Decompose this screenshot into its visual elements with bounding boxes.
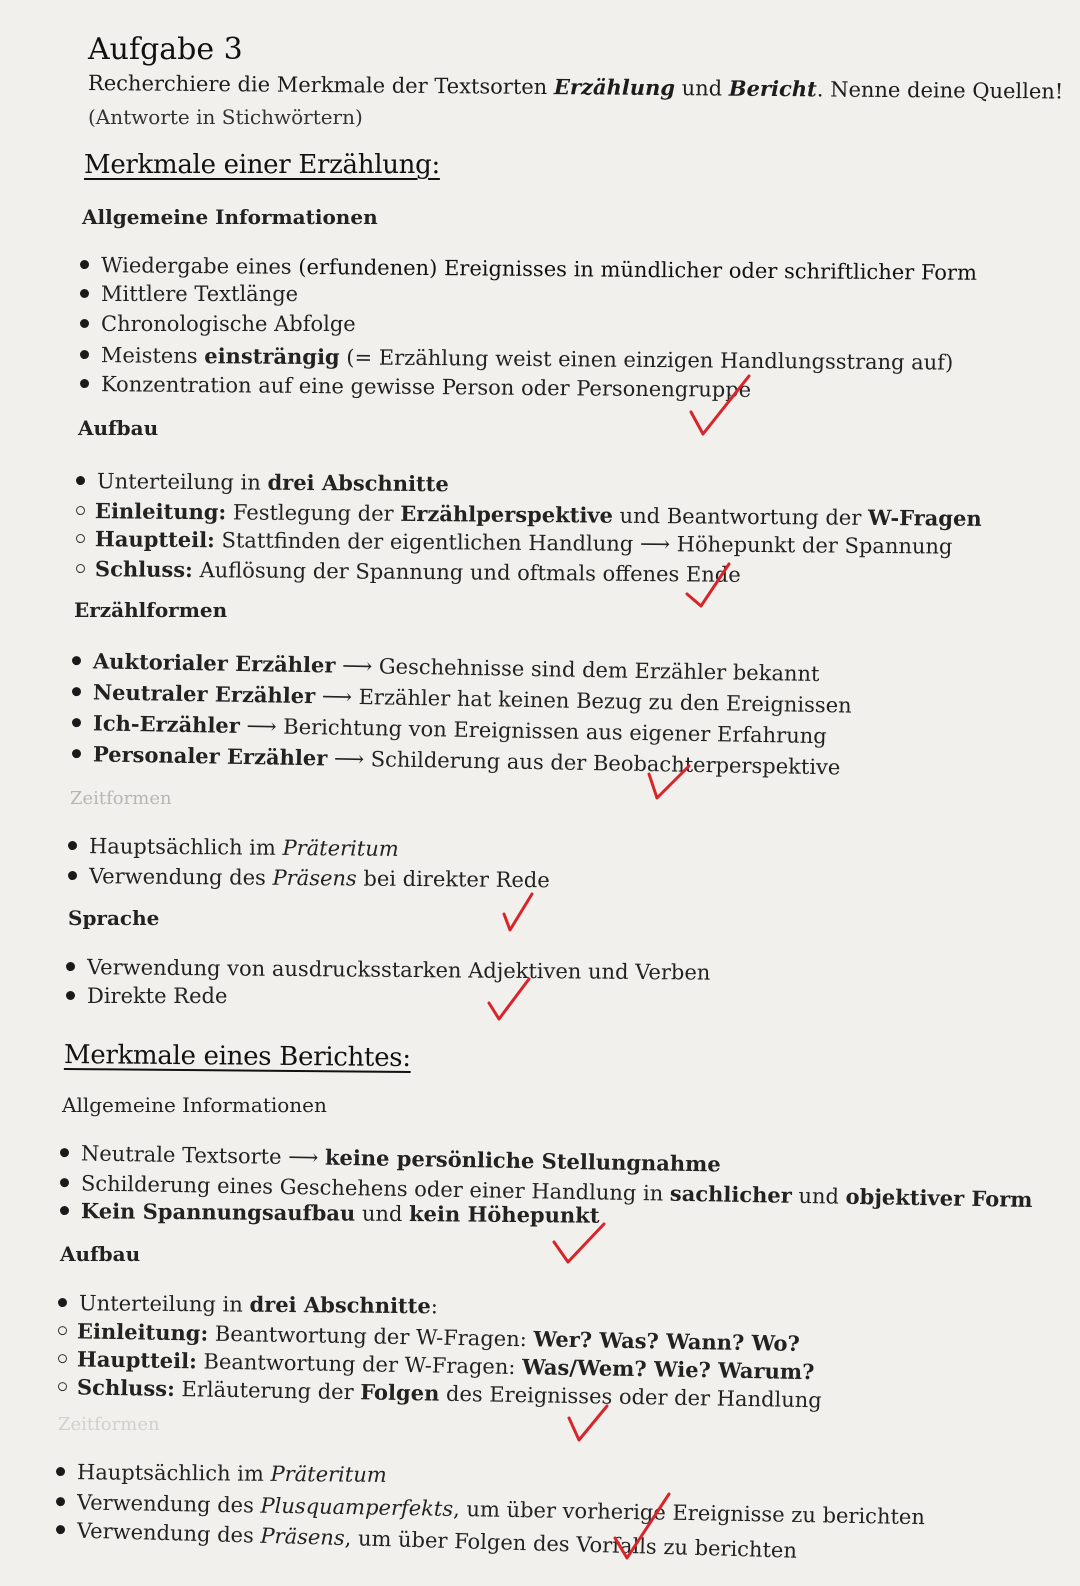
task-prompt: Recherchiere die Merkmale der Textsorten Erzählung und Bericht. Nenne deine Quellen!: [87, 71, 1064, 104]
check-mark-icon: [685, 560, 735, 610]
check-mark-icon: [565, 1400, 615, 1450]
list-item: Meistens einsträngig (= Erzählung weist einen einzigen Handlungsstrang auf): [80, 342, 953, 375]
list-item: Konzentration auf eine gewisse Person oder Personengruppe: [80, 372, 751, 402]
subheading-zeitformen: Zeitformen: [70, 788, 172, 809]
task-title: Aufgabe 3: [88, 32, 243, 67]
section-heading-erzaehlung: Merkmale einer Erzählung:: [84, 150, 440, 180]
list-item: Verwendung des Präsens, um über Folgen des Vorfalls zu berichten: [56, 1518, 798, 1563]
check-mark-icon: [605, 1488, 675, 1568]
list-item: Neutrale Textsorte ⟶ keine persönliche Stellungnahme: [60, 1140, 721, 1177]
list-item: Hauptsächlich im Präteritum: [56, 1460, 387, 1487]
subheading-allgemeine-informationen: Allgemeine Informationen: [82, 205, 378, 229]
list-item: Ich-Erzähler ⟶ Berichtung von Ereignissen aus eigener Erfahrung: [72, 710, 827, 748]
list-item: Unterteilung in drei Abschnitte: [76, 468, 449, 496]
subheading-zeitformen: Zeitformen: [58, 1414, 160, 1435]
list-item: Verwendung von ausdrucksstarken Adjektiven und Verben: [66, 955, 711, 985]
list-item: Chronologische Abfolge: [80, 312, 356, 336]
list-item: Unterteilung in drei Abschnitte:: [58, 1290, 438, 1318]
subheading-allgemeine-informationen: Allgemeine Informationen: [62, 1093, 327, 1117]
check-mark-icon: [550, 1220, 610, 1270]
list-item: Mittlere Textlänge: [80, 282, 298, 306]
list-item: Kein Spannungsaufbau und kein Höhepunkt: [60, 1198, 600, 1228]
list-item: Schluss: Erläuterung der Folgen des Ereignisses oder der Handlung: [58, 1374, 822, 1412]
subheading-sprache: Sprache: [68, 906, 160, 930]
list-item: Hauptsächlich im Präteritum: [68, 834, 399, 861]
section-heading-bericht: Merkmale eines Berichtes:: [63, 1040, 411, 1074]
subheading-erzaehlformen: Erzählformen: [74, 598, 228, 622]
check-mark-icon: [500, 890, 540, 940]
term-bericht: Bericht: [728, 75, 817, 102]
list-item: Auktorialer Erzähler ⟶ Geschehnisse sind dem Erzähler bekannt: [72, 648, 820, 686]
list-item: Verwendung des Präsens bei direkter Rede: [68, 864, 550, 892]
check-mark-icon: [685, 372, 755, 442]
list-item: Verwendung des Plusquamperfekts, um über vorherige Ereignisse zu berichten: [56, 1490, 925, 1529]
list-item: Wiedergabe eines (erfundenen) Ereignisses in mündlicher oder schriftlicher Form: [80, 253, 977, 285]
list-item: Schilderung eines Geschehens oder einer Handlung in sachlicher und objektiver Form: [60, 1170, 1033, 1212]
list-item: Hauptteil: Beantwortung der W-Fragen: Was/Wem? Wie? Warum?: [58, 1346, 815, 1384]
term-erzaehlung: Erzählung: [553, 74, 676, 101]
list-item: Einleitung: Festlegung der Erzählperspektive und Beantwortung der W-Fragen: [76, 498, 982, 531]
list-item: Direkte Rede: [66, 984, 227, 1008]
list-item: Schluss: Auflösung der Spannung und oftmals offenes Ende: [76, 556, 741, 587]
list-item: Neutraler Erzähler ⟶ Erzähler hat keinen Bezug zu den Ereignissen: [72, 679, 852, 718]
check-mark-icon: [645, 760, 695, 810]
check-mark-icon: [485, 975, 535, 1025]
list-item: Hauptteil: Stattfinden der eigentlichen Handlung ⟶ Höhepunkt der Spannung: [76, 526, 953, 559]
subheading-aufbau: Aufbau: [78, 416, 159, 440]
task-hint: (Antworte in Stichwörtern): [88, 105, 363, 129]
list-item: Einleitung: Beantwortung der W-Fragen: Wer? Was? Wann? Wo?: [58, 1318, 800, 1356]
list-item: Personaler Erzähler ⟶ Schilderung aus der Beobachterperspektive: [72, 741, 841, 779]
subheading-aufbau: Aufbau: [60, 1242, 141, 1266]
